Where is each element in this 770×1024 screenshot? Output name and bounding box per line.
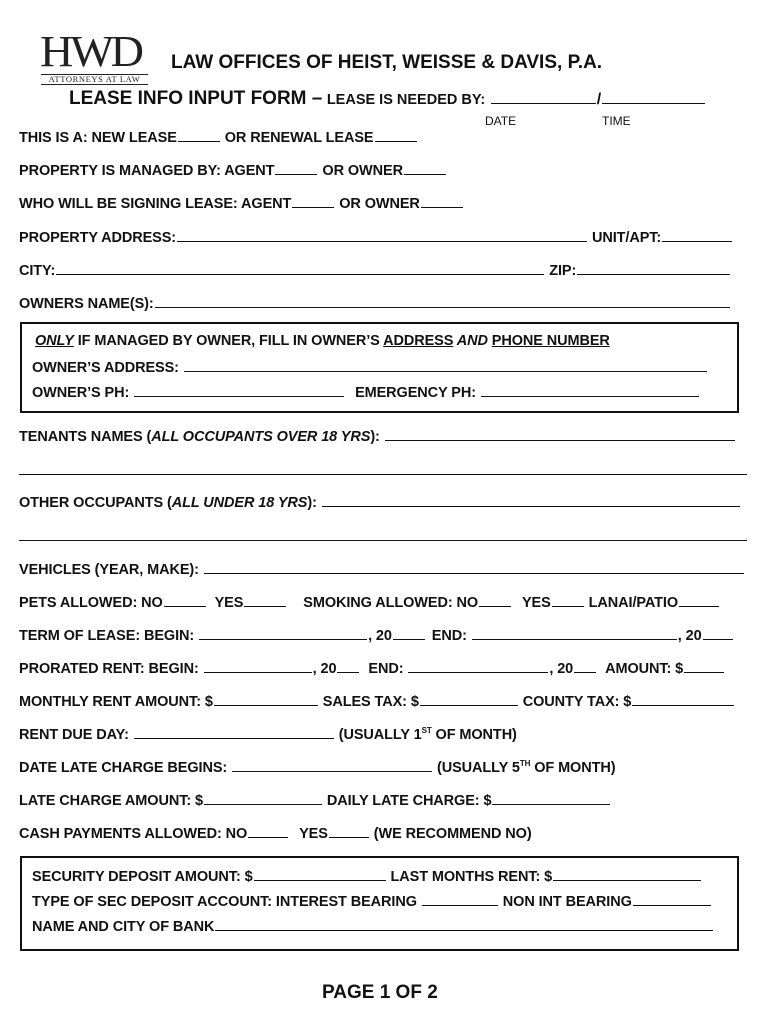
other-occupants-extra-line[interactable] xyxy=(19,540,747,541)
signing-row xyxy=(19,194,464,212)
tenants-names-field[interactable] xyxy=(385,427,735,441)
unit-apt-label: UNIT/APT: xyxy=(591,230,662,246)
needed-by-time-field[interactable] xyxy=(602,90,705,104)
non-interest-bearing-field[interactable] xyxy=(633,892,711,906)
late-charge-amount-field[interactable] xyxy=(204,791,322,805)
late-charge-begins-row xyxy=(19,758,615,776)
address-emphasis: ADDRESS xyxy=(383,333,454,349)
signing-owner-field[interactable] xyxy=(421,194,463,208)
new-lease-label: THIS IS A: NEW LEASE xyxy=(19,130,177,146)
other-occupants-field[interactable] xyxy=(322,493,740,507)
term-end-field[interactable] xyxy=(472,626,677,640)
zip-field[interactable] xyxy=(577,261,730,275)
property-address-label: PROPERTY ADDRESS: xyxy=(19,230,177,246)
bank-name-label: NAME AND CITY OF BANK xyxy=(32,919,215,935)
date-caption: DATE xyxy=(485,114,517,128)
rent-due-day-label: RENT DUE DAY: xyxy=(19,727,129,743)
county-tax-field[interactable] xyxy=(632,692,734,706)
signing-agent-label: WHO WILL BE SIGNING LEASE: AGENT xyxy=(19,196,292,212)
lease-type-row xyxy=(19,128,418,146)
managed-by-owner-label: OR OWNER xyxy=(322,163,403,179)
emergency-phone-label: EMERGENCY PH: xyxy=(355,385,476,401)
rent-due-day-field[interactable] xyxy=(134,725,334,739)
late-charge-amount-row xyxy=(19,791,611,809)
pets-smoking-row xyxy=(19,593,720,611)
smoking-yes-field[interactable] xyxy=(552,593,584,607)
interest-bearing-field[interactable] xyxy=(422,892,498,906)
rent-due-day-note: (USUALLY 1ST OF MONTH) xyxy=(338,726,517,743)
and-emphasis: AND xyxy=(453,333,492,349)
signing-owner-label: OR OWNER xyxy=(339,196,420,212)
pets-yes-field[interactable] xyxy=(244,593,286,607)
owners-names-label: OWNERS NAME(S): xyxy=(19,296,154,312)
prorated-amount-label: AMOUNT: $ xyxy=(605,661,684,677)
rent-due-day-row xyxy=(19,725,517,743)
deposit-account-row xyxy=(32,892,712,910)
bank-row xyxy=(32,917,714,935)
term-begin-label: TERM OF LEASE: BEGIN: xyxy=(19,628,195,644)
renewal-lease-label: OR RENEWAL LEASE xyxy=(224,130,374,146)
managed-by-owner-field[interactable] xyxy=(404,161,446,175)
prorated-end-label: END: xyxy=(368,661,404,677)
needed-by-date-field[interactable] xyxy=(491,90,596,104)
monthly-rent-label: MONTHLY RENT AMOUNT: $ xyxy=(19,694,213,710)
logo-mark: HWD xyxy=(40,27,141,76)
form-title-row xyxy=(69,88,706,110)
pets-no-label: PETS ALLOWED: NO xyxy=(19,595,163,611)
bank-name-field[interactable] xyxy=(215,917,713,931)
prorated-amount-field[interactable] xyxy=(684,659,724,673)
term-begin-year-prefix: , 20 xyxy=(368,628,392,644)
smoking-no-label: SMOKING ALLOWED: NO xyxy=(303,595,479,611)
other-occupants-qualifier: ALL UNDER 18 YRS xyxy=(171,495,308,511)
property-address-row xyxy=(19,228,733,246)
other-occupants-colon: ): xyxy=(307,495,317,511)
smoking-yes-label: YES xyxy=(521,595,551,611)
tenants-names-row xyxy=(19,427,736,445)
tenants-names-label: TENANTS NAMES ( xyxy=(19,429,152,445)
security-deposit-field[interactable] xyxy=(254,867,386,881)
firm-logo xyxy=(40,27,155,86)
only-emphasis: ONLY xyxy=(35,333,74,349)
term-end-label: END: xyxy=(431,628,467,644)
tenants-names-qualifier: ALL OCCUPANTS OVER 18 YRS xyxy=(151,429,371,445)
tenants-names-colon: ): xyxy=(370,429,380,445)
vehicles-field[interactable] xyxy=(204,560,744,574)
prorated-end-year-field[interactable] xyxy=(574,659,596,673)
cash-payments-row xyxy=(19,824,532,842)
term-begin-field[interactable] xyxy=(199,626,367,640)
phone-emphasis: PHONE NUMBER xyxy=(491,333,610,349)
daily-late-charge-label: DAILY LATE CHARGE: $ xyxy=(326,793,492,809)
prorated-begin-year-prefix: , 20 xyxy=(312,661,337,677)
time-caption: TIME xyxy=(602,114,631,128)
late-charge-begins-note: (USUALLY 5TH OF MONTH) xyxy=(437,759,616,776)
signing-agent-field[interactable] xyxy=(292,194,334,208)
renewal-lease-field[interactable] xyxy=(375,128,417,142)
city-field[interactable] xyxy=(56,261,544,275)
security-deposit-row xyxy=(32,867,702,885)
managed-by-agent-label: PROPERTY IS MANAGED BY: AGENT xyxy=(19,163,275,179)
late-charge-begins-field[interactable] xyxy=(232,758,432,772)
lanai-patio-field[interactable] xyxy=(679,593,719,607)
sales-tax-label: SALES TAX: $ xyxy=(322,694,419,710)
page-number: PAGE 1 OF 2 xyxy=(322,982,438,1003)
cash-yes-label: YES xyxy=(299,826,328,842)
emergency-phone-field[interactable] xyxy=(481,383,699,397)
monthly-rent-field[interactable] xyxy=(214,692,318,706)
owners-address-field[interactable] xyxy=(184,358,707,372)
vehicles-label: VEHICLES (YEAR, MAKE): xyxy=(19,562,199,578)
cash-no-label: CASH PAYMENTS ALLOWED: NO xyxy=(19,826,248,842)
prorated-end-field[interactable] xyxy=(408,659,548,673)
term-of-lease-row xyxy=(19,626,734,644)
smoking-no-field[interactable] xyxy=(479,593,511,607)
term-begin-year-field[interactable] xyxy=(393,626,425,640)
owners-names-row xyxy=(19,294,731,312)
owners-phone-field[interactable] xyxy=(134,383,344,397)
owners-names-field[interactable] xyxy=(155,294,730,308)
late-charge-begins-label: DATE LATE CHARGE BEGINS: xyxy=(19,760,228,776)
non-interest-bearing-label: NON INT BEARING xyxy=(502,894,632,910)
owners-address-label: OWNER’S ADDRESS: xyxy=(32,360,179,376)
last-months-rent-field[interactable] xyxy=(553,867,701,881)
last-months-rent-label: LAST MONTHS RENT: $ xyxy=(390,869,553,885)
sales-tax-field[interactable] xyxy=(420,692,518,706)
date-time-separator: / xyxy=(596,91,602,108)
logo-subtitle: ATTORNEYS AT LAW xyxy=(41,74,148,85)
prorated-begin-label: PRORATED RENT: BEGIN: xyxy=(19,661,199,677)
tenants-names-extra-line[interactable] xyxy=(19,474,747,475)
property-address-field[interactable] xyxy=(177,228,587,242)
managed-by-row xyxy=(19,161,447,179)
new-lease-field[interactable] xyxy=(178,128,220,142)
prorated-end-year-prefix: , 20 xyxy=(549,661,574,677)
managed-by-agent-field[interactable] xyxy=(275,161,317,175)
zip-label: ZIP: xyxy=(549,263,577,279)
other-occupants-label: OTHER OCCUPANTS ( xyxy=(19,495,172,511)
security-deposit-label: SECURITY DEPOSIT AMOUNT: $ xyxy=(32,869,253,885)
cash-no-field[interactable] xyxy=(248,824,288,838)
term-end-year-prefix: , 20 xyxy=(677,628,702,644)
monthly-rent-row xyxy=(19,692,735,710)
city-zip-row xyxy=(19,261,731,279)
pets-no-field[interactable] xyxy=(164,593,206,607)
owners-phone-label: OWNER’S PH: xyxy=(32,385,130,401)
prorated-begin-field[interactable] xyxy=(204,659,312,673)
owner-box-note xyxy=(35,333,610,349)
owners-address-row xyxy=(32,358,708,376)
daily-late-charge-field[interactable] xyxy=(492,791,610,805)
cash-yes-field[interactable] xyxy=(329,824,369,838)
prorated-rent-row xyxy=(19,659,725,677)
lanai-patio-label: LANAI/PATIO xyxy=(588,595,679,611)
term-end-year-field[interactable] xyxy=(703,626,733,640)
other-occupants-row xyxy=(19,493,741,511)
owner-phone-row xyxy=(32,383,700,401)
owner-note-text: IF MANAGED BY OWNER, FILL IN OWNER’S xyxy=(73,333,384,349)
city-label: CITY: xyxy=(19,263,56,279)
firm-name: LAW OFFICES OF HEIST, WEISSE & DAVIS, P.A. xyxy=(171,52,603,73)
pets-yes-label: YES xyxy=(214,595,244,611)
interest-bearing-label: TYPE OF SEC DEPOSIT ACCOUNT: INTEREST BEARING xyxy=(32,894,417,910)
prorated-begin-year-field[interactable] xyxy=(337,659,359,673)
vehicles-row xyxy=(19,560,745,578)
unit-apt-field[interactable] xyxy=(662,228,732,242)
late-charge-amount-label: LATE CHARGE AMOUNT: $ xyxy=(19,793,203,809)
county-tax-label: COUNTY TAX: $ xyxy=(522,694,632,710)
cash-recommendation: (WE RECOMMEND NO) xyxy=(373,826,532,842)
form-title: LEASE INFO INPUT FORM – xyxy=(69,88,323,109)
needed-by-label: LEASE IS NEEDED BY: xyxy=(326,92,486,108)
